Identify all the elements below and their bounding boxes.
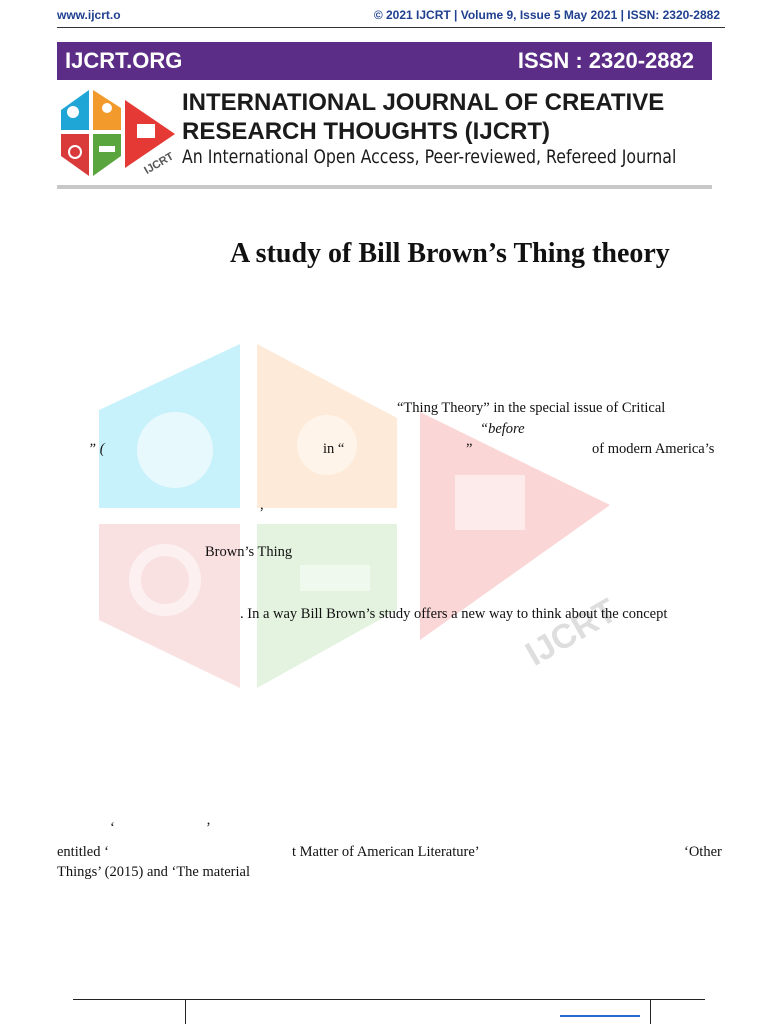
footer-divider-left: [185, 1000, 186, 1024]
ijcrt-logo: [57, 86, 179, 182]
text-fragment: t Matter of American Literature’: [292, 844, 480, 860]
text-fragment: ,: [260, 497, 264, 513]
journal-banner: [57, 42, 712, 80]
banner-issn: ISSN : 2320-2882: [517, 48, 694, 73]
issue-meta: © 2021 IJCRT | Volume 9, Issue 5 May 2021 | ISSN: 2320-2882: [373, 8, 720, 22]
footer-link-underline: [560, 1015, 640, 1017]
logo-wordmark: IJCRT: [142, 150, 176, 177]
text-fragment: . In a way Bill Brown’s study offers a new way to think about the concept: [240, 606, 668, 622]
journal-title: [182, 88, 664, 146]
masthead-rule: [57, 185, 712, 189]
article-title: A study of Bill Brown’s Thing theory: [230, 238, 670, 269]
text-fragment: “before: [480, 421, 525, 437]
banner-site: IJCRT.ORG: [65, 48, 183, 73]
text-fragment: in “: [323, 441, 345, 457]
text-fragment: ’: [206, 820, 211, 836]
text-fragment: of modern America’s: [592, 441, 715, 457]
journal-subtitle: An International Open Access, Peer-reviewed, Refereed Journal: [182, 146, 677, 168]
logo-cap-tile: [93, 134, 121, 176]
logo-gear-tile: [61, 134, 89, 176]
text-fragment: ”: [466, 441, 473, 457]
text-fragment: “Thing Theory” in the special issue of Critical: [397, 400, 666, 416]
text-fragment: Brown’s Thing: [205, 544, 293, 560]
text-fragment: Things’ (2015) and ‘The material: [57, 864, 250, 880]
text-fragment: ” (: [88, 441, 105, 457]
ijcrt-watermark: [95, 340, 655, 700]
text-fragment: ‘Other: [684, 844, 722, 860]
watermark-wordmark: IJCRT: [519, 591, 624, 674]
footer-rule: [73, 999, 705, 1000]
journal-title-line2: RESEARCH THOUGHTS (IJCRT): [182, 118, 551, 145]
journal-url: www.ijcrt.o: [57, 8, 121, 22]
footer-divider-right: [650, 1000, 651, 1024]
header-rule: [57, 27, 725, 28]
text-fragment: ‘: [110, 820, 115, 836]
text-fragment: entitled ‘: [57, 844, 109, 860]
journal-title-line1: INTERNATIONAL JOURNAL OF CREATIVE: [182, 89, 665, 116]
